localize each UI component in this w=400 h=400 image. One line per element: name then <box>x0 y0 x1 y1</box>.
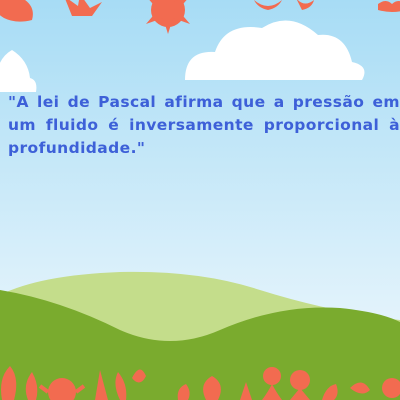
flower-icon <box>0 0 33 22</box>
flower-icon <box>378 1 400 12</box>
quote-text: "A lei de Pascal afirma que a pressão em um fluido é inversamente proporcional à profundidade." <box>8 93 400 157</box>
